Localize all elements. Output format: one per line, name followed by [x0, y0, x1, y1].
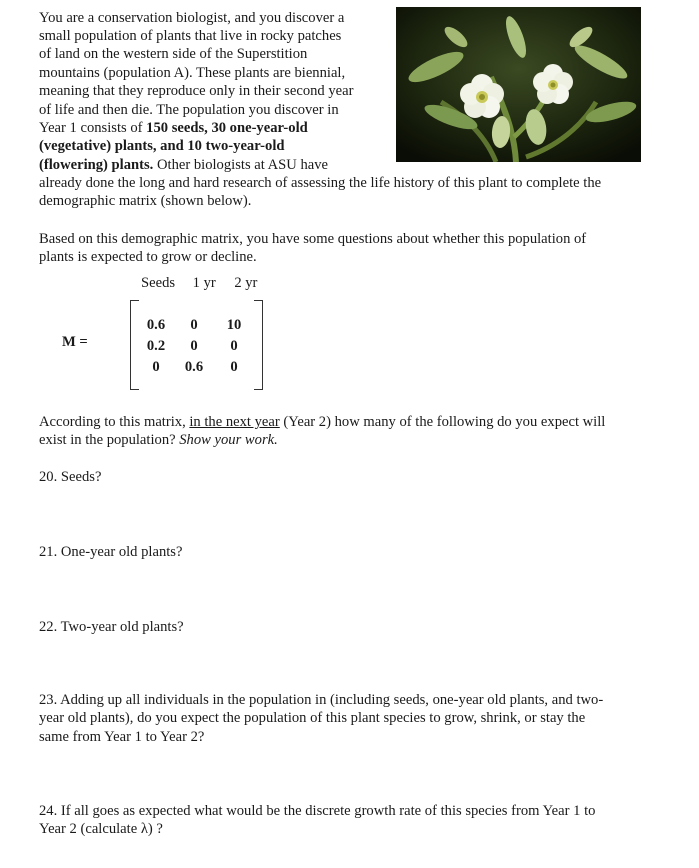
- intro-line: of life and then die. The population you discover in: [39, 102, 339, 118]
- intro-line: meaning that they reproduce only in their second year: [39, 83, 354, 99]
- question-21: 21. One-year old plants?: [39, 544, 183, 560]
- matrix-cell: 0: [152, 359, 160, 375]
- intro-line: already done the long and hard research of assessing the life history of this plant to complete the: [39, 175, 602, 191]
- matrix-column-headers: [141, 274, 257, 292]
- para2-line1: Based on this demographic matrix, you have some questions about whether this population of: [39, 231, 587, 247]
- question-20: 20. Seeds?: [39, 469, 102, 485]
- matrix-header-1yr: 1 yr: [192, 275, 216, 291]
- intro-line: mountains (population A). These plants are biennial,: [39, 65, 346, 81]
- intro-line7-pre: Year 1 consists of: [39, 120, 147, 136]
- para3-underlined: in the next year: [189, 414, 280, 430]
- matrix-cell: 0: [190, 338, 198, 354]
- intro-line: of land on the western side of the Superstition: [39, 46, 308, 62]
- matrix-cell: 0.6: [184, 359, 204, 375]
- matrix-cell: 0: [190, 317, 198, 333]
- para3-line2: [39, 431, 278, 449]
- intro-line7-bold: 150 seeds, 30 one-year-old: [146, 120, 308, 136]
- question-23-line: same from Year 1 to Year 2?: [39, 729, 205, 745]
- matrix-cell: 0: [230, 359, 238, 375]
- question-24-line: 24. If all goes as expected what would be the discrete growth rate of this species from Year 1 to: [39, 803, 596, 819]
- matrix-cell: 10: [226, 317, 242, 333]
- question-23-line: year old plants), do you expect the population of this plant species to grow, shrink, or stay the: [39, 710, 586, 726]
- matrix-cell: 0.6: [146, 317, 166, 333]
- intro-line: [39, 156, 328, 174]
- intro-line9-post: Other biologists at ASU have: [153, 157, 329, 173]
- para3-post: (Year 2) how many of the following do you expect will: [279, 414, 606, 430]
- matrix-header-seeds: Seeds: [141, 275, 176, 291]
- matrix-header-2yr: 2 yr: [234, 275, 258, 291]
- plant-photo: [396, 7, 641, 162]
- intro-line8-bold: (vegetative) plants, and 10 two-year-old: [39, 138, 285, 154]
- matrix-cell: 0: [230, 338, 238, 354]
- intro-line: demographic matrix (shown below).: [39, 193, 252, 209]
- intro-line: [39, 137, 285, 155]
- flower-illustration: [396, 7, 641, 162]
- para3-line2-italic: Show your work.: [179, 432, 278, 448]
- matrix-label: M =: [62, 334, 88, 350]
- question-23-line: 23. Adding up all individuals in the population in (including seeds, one-year old plants, and two-: [39, 692, 604, 708]
- intro-line: You are a conservation biologist, and you discover a: [39, 10, 345, 26]
- para2-line2: plants is expected to grow or decline.: [39, 249, 257, 265]
- question-24-line: Year 2 (calculate λ) ?: [39, 821, 163, 837]
- matrix-cell: 0.2: [146, 338, 166, 354]
- matrix-bracket-right: [254, 300, 263, 390]
- para3-line2-pre: exist in the population?: [39, 432, 180, 448]
- question-22: 22. Two-year old plants?: [39, 619, 184, 635]
- intro-line: [39, 119, 308, 137]
- para3-line1: [39, 413, 605, 431]
- intro-line: small population of plants that live in rocky patches: [39, 28, 342, 44]
- para3-pre: According to this matrix,: [39, 414, 190, 430]
- intro-line9-bold: (flowering) plants.: [39, 157, 154, 173]
